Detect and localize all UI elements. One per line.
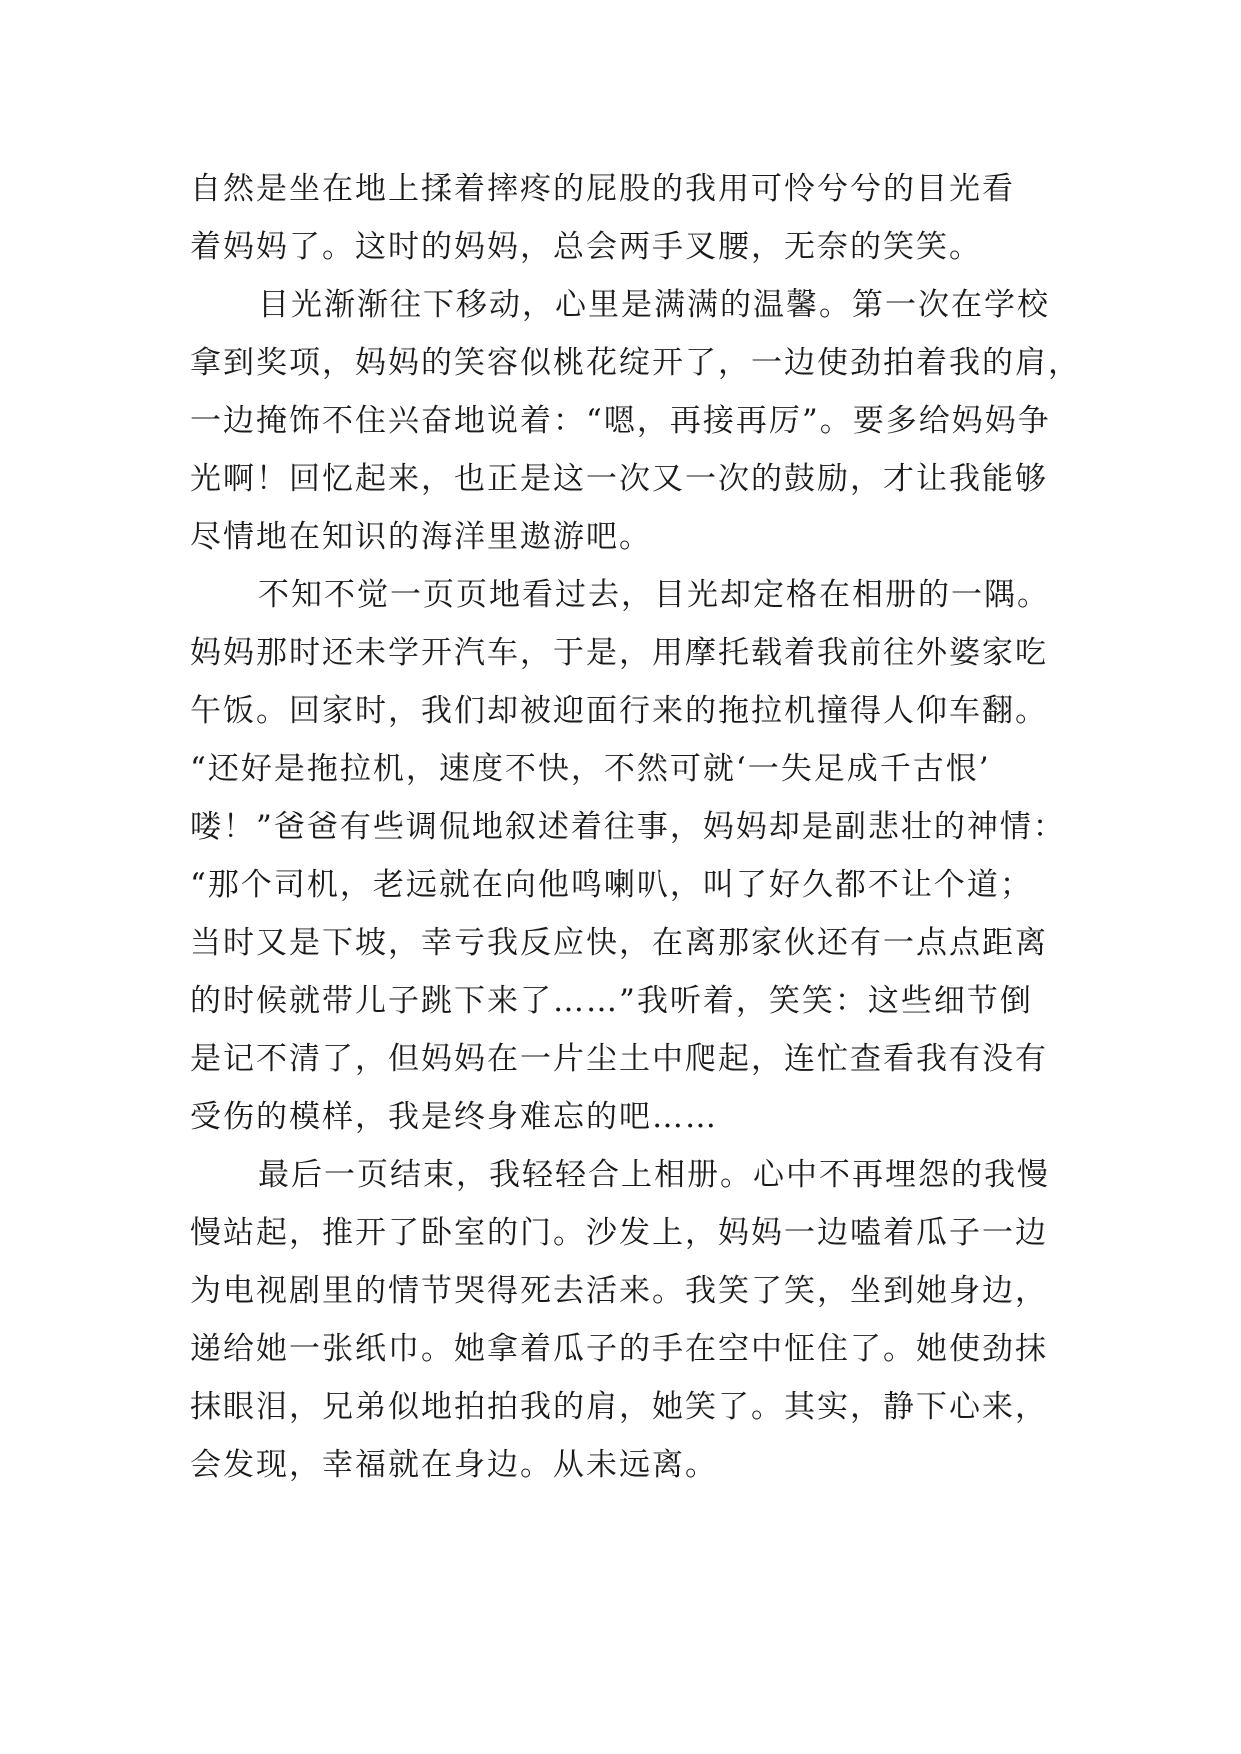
text-line: 当时又是下坡，幸亏我反应快，在离那家伙还有一点点距离 [190, 925, 1048, 961]
text-line: 的时候就带儿子跳下来了……”我听着，笑笑：这些细节倒 [190, 983, 1033, 1019]
paragraph-first-line: 最后一页结束，我轻轻合上相册。心中不再埋怨的我慢 [258, 1157, 1050, 1193]
text-line: 妈妈那时还未学开汽车，于是，用摩托载着我前往外婆家吃 [190, 635, 1048, 671]
text-line: 是记不清了，但妈妈在一片尘土中爬起，连忙查看我有没有 [190, 1041, 1048, 1077]
text-line: 抹眼泪，兄弟似地拍拍我的肩，她笑了。其实，静下心来， [190, 1389, 1048, 1425]
text-line: 自然是坐在地上揉着摔疼的屁股的我用可怜兮兮的目光看 [190, 171, 1015, 207]
text-line: “那个司机，老远就在向他鸣喇叭，叫了好久都不让个道； [190, 867, 1033, 903]
body-text [190, 160, 1081, 1494]
text-line: “还好是拖拉机，速度不快，不然可就‘一失足成千古恨’ [190, 751, 991, 787]
text-line: 会发现，幸福就在身边。从未远离。 [190, 1447, 718, 1483]
text-line: 喽！”爸爸有些调侃地叙述着往事，妈妈却是副悲壮的神情： [190, 809, 1066, 845]
text-line: 拿到奖项，妈妈的笑容似桃花绽开了，一边使劲拍着我的肩， [190, 345, 1081, 381]
text-line: 光啊！回忆起来，也正是这一次又一次的鼓励，才让我能够 [190, 461, 1048, 497]
paragraph-first-line: 目光渐渐往下移动，心里是满满的温馨。第一次在学校 [258, 287, 1050, 323]
text-line: 着妈妈了。这时的妈妈，总会两手叉腰，无奈的笑笑。 [190, 229, 982, 265]
text-line: 慢站起，推开了卧室的门。沙发上，妈妈一边嗑着瓜子一边 [190, 1215, 1048, 1251]
text-line: 一边掩饰不住兴奋地说着：“嗯，再接再厉”。要多给妈妈争 [190, 403, 1051, 439]
text-line: 递给她一张纸巾。她拿着瓜子的手在空中怔住了。她使劲抹 [190, 1331, 1048, 1367]
paragraph-first-line: 不知不觉一页页地看过去，目光却定格在相册的一隅。 [258, 577, 1050, 613]
text-line: 尽情地在知识的海洋里遨游吧。 [190, 519, 652, 555]
text-line: 午饭。回家时，我们却被迎面行来的拖拉机撞得人仰车翻。 [190, 693, 1048, 729]
text-line: 为电视剧里的情节哭得死去活来。我笑了笑，坐到她身边， [190, 1273, 1048, 1309]
text-line: 受伤的模样，我是终身难忘的吧…… [190, 1099, 718, 1135]
